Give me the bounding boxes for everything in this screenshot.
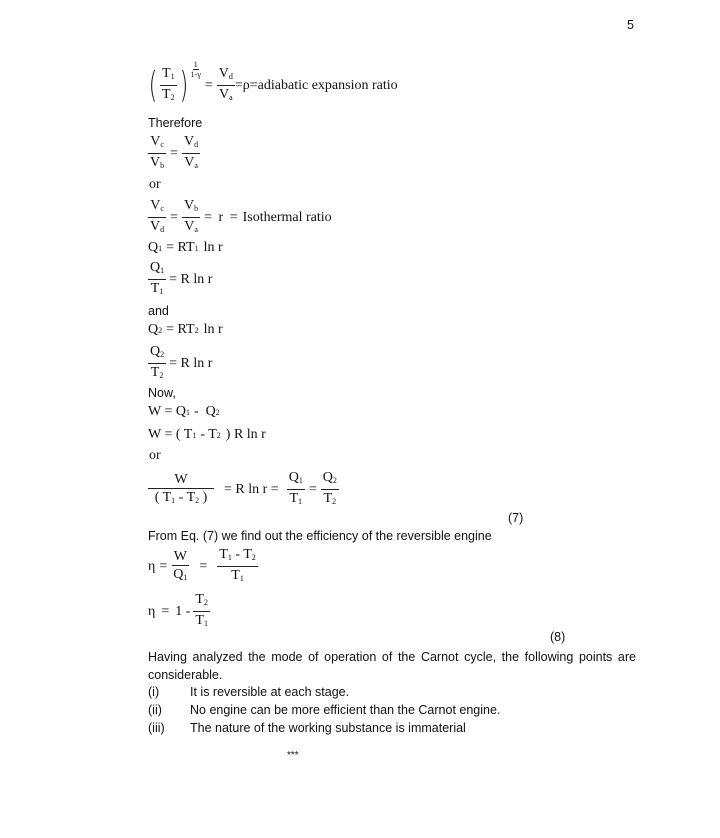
equation-volume-ratio: $\frac{V_c}{V_b}$ = $\frac{V_d}{V_a}$ — [150, 134, 199, 170]
list-item — [148, 721, 466, 735]
list-text: The nature of the working substance is immaterial — [190, 721, 466, 735]
fraction-t1-t2: $\frac{T_1}{T_2}$ — [162, 66, 175, 102]
therefore-text: Therefore — [148, 116, 203, 130]
equation-q1-over-t1: $\frac{Q_1}{T_1}$ = R ln r — [150, 260, 213, 296]
right-paren: ) — [179, 64, 188, 106]
list-text: It is reversible at each stage. — [190, 685, 350, 699]
list-number: (iii) — [148, 721, 165, 735]
page-number: 5 — [627, 18, 634, 32]
left-paren: ( — [148, 64, 158, 106]
equation-work-temp: W = ( T 1 - T 2 ) R ln r — [148, 427, 266, 442]
equation-work: W = Q 1 - Q 2 — [148, 404, 220, 419]
list-text: No engine can be more efficient than the Carnot engine. — [190, 703, 501, 717]
paragraph-line-2: considerable. — [148, 668, 223, 682]
equation-work-ratio: $\frac{W}{( T_1 - T_2 )}$ = R ln r = $\frac{Q_1}{T_1}$ = $\frac{Q_2}{T_2}$ — [148, 470, 339, 509]
equation-q2-over-t2: $\frac{Q_2}{T_2}$ = R ln r — [150, 344, 213, 380]
list-item — [148, 685, 349, 699]
adiabatic-ratio-text: =ρ=adiabatic expansion ratio — [234, 77, 398, 93]
or-text-1: or — [149, 177, 161, 192]
equation-adiabatic-ratio: ( $\frac{T_1}{T_2}$ ) $\frac{1}{1-\gamma}$ = $\frac{V_d}{V_a}$ =ρ=adiabatic expansion ratio — [148, 60, 398, 106]
from-eq-text: From Eq. (7) we find out the efficiency of the reversible engine — [148, 529, 492, 543]
equation-label-8: (8) — [550, 630, 566, 644]
now-text: Now, — [148, 386, 176, 400]
list-number: (ii) — [148, 703, 162, 717]
equation-efficiency: η = $\frac{W}{Q_1}$ = $\frac{T_1 - T_2}{T_1}$ — [148, 547, 256, 583]
exponent: $\frac{1}{1-\gamma}$ — [190, 60, 201, 79]
list-number: (i) — [148, 685, 160, 699]
and-text: and — [148, 304, 169, 318]
equation-isothermal-ratio: $\frac{V_c}{V_d}$ = $\frac{V_b}{V_a}$ = r = Isothermal ratio — [150, 198, 332, 234]
equation-label-7: (7) — [508, 511, 524, 525]
equation-q1: Q 1 = RT 1 ln r — [148, 240, 223, 255]
list-item — [148, 703, 500, 717]
end-mark: *** — [287, 750, 299, 761]
equation-q2: Q 2 = RT 2 ln r — [148, 322, 223, 337]
or-text-2: or — [149, 448, 161, 463]
paragraph-line-1: Having analyzed the mode of operation of the Carnot cycle, the following points are — [148, 650, 636, 664]
fraction-vd-va: $\frac{V_d}{V_a}$ — [218, 66, 233, 102]
equation-efficiency-simplified: η = 1 - $\frac{T_2}{T_1}$ — [148, 592, 208, 628]
